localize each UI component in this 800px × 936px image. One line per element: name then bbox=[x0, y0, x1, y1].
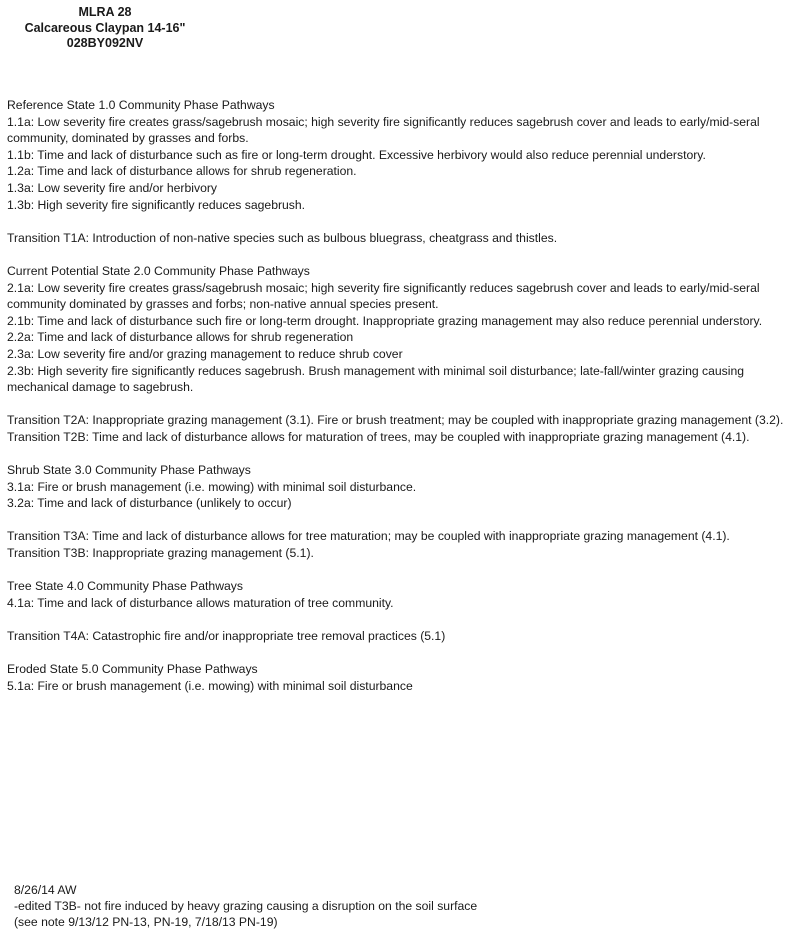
transition-t4a-section bbox=[7, 628, 792, 645]
pathway-line: 1.1a: Low severity fire creates grass/sagebrush mosaic; high severity fire significantly reduces sagebrush cover and leads to early/mid-seral community, dominated by grasses and forbs. bbox=[7, 114, 760, 146]
pathway-line: 2.1a: Low severity fire creates grass/sagebrush mosaic; high severity fire significantly reduces sagebrush cover and leads to early/mid-seral community dominated by grasses and forbs; non-native annual species present. bbox=[7, 280, 760, 312]
pathway-line: 2.3b: High severity fire significantly reduces sagebrush. Brush management with minimal soil disturbance; late-fall/winter grazing causing mechanical damage to sagebrush. bbox=[7, 363, 745, 395]
section-heading: Reference State 1.0 Community Phase Pathways bbox=[7, 98, 275, 112]
transition-t3-section bbox=[7, 528, 792, 561]
section-heading: Shrub State 3.0 Community Phase Pathways bbox=[7, 463, 251, 478]
pathway-line: 2.1b: Time and lack of disturbance such fire or long-term drought. Inappropriate grazing management may also reduce perennial understory. bbox=[7, 313, 763, 328]
tree-state-section bbox=[7, 578, 792, 611]
document-body bbox=[7, 97, 792, 711]
mlra-title: MLRA 28 bbox=[78, 5, 132, 19]
section-heading: Eroded State 5.0 Community Phase Pathways bbox=[7, 662, 258, 677]
pathway-line: 1.1b: Time and lack of disturbance such as fire or long-term drought. Excessive herbivory would also reduce perennial understory. bbox=[7, 147, 706, 162]
shrub-state-section bbox=[7, 462, 792, 512]
current-potential-state-section bbox=[7, 263, 792, 396]
transition-line: Transition T1A: Introduction of non-native species such as bulbous bluegrass, cheatgrass and thistles. bbox=[7, 230, 558, 245]
transition-line: Transition T3B: Inappropriate grazing management (5.1). bbox=[7, 546, 314, 561]
ecosite-name: Calcareous Claypan 14-16" bbox=[24, 20, 186, 35]
section-heading: Current Potential State 2.0 Community Phase Pathways bbox=[7, 263, 310, 278]
pathway-line: 1.3b: High severity fire significantly reduces sagebrush. bbox=[7, 197, 306, 212]
edit-description: -edited T3B- not fire induced by heavy grazing causing a disruption on the soil surface (see note 9/13/12 PN-13, PN-19, 7/18/13 PN-19) bbox=[14, 899, 478, 929]
eroded-state-section bbox=[7, 661, 792, 694]
pathway-line: 1.2a: Time and lack of disturbance allows for shrub regeneration. bbox=[7, 164, 357, 179]
pathway-line: 2.3a: Low severity fire and/or grazing management to reduce shrub cover bbox=[7, 346, 403, 361]
pathway-line: 4.1a: Time and lack of disturbance allows maturation of tree community. bbox=[7, 595, 394, 610]
transition-t2-section bbox=[7, 412, 792, 445]
transition-line: Transition T2B: Time and lack of disturbance allows for maturation of trees, may be coupled with inappropriate grazing management (4.1). bbox=[7, 429, 750, 444]
pathway-line: 3.1a: Fire or brush management (i.e. mowing) with minimal soil disturbance. bbox=[7, 479, 417, 494]
pathway-line: 1.3a: Low severity fire and/or herbivory bbox=[7, 180, 217, 195]
document-header bbox=[0, 5, 210, 52]
ecosite-id: 028BY092NV bbox=[66, 36, 144, 50]
transition-line: Transition T3A: Time and lack of disturbance allows for tree maturation; may be coupled with inappropriate grazing management (4.1). bbox=[7, 529, 730, 544]
transition-t1a-section bbox=[7, 230, 792, 247]
reference-state-section bbox=[7, 97, 792, 213]
edit-date: 8/26/14 AW bbox=[14, 883, 77, 897]
pathway-line: 3.2a: Time and lack of disturbance (unlikely to occur) bbox=[7, 496, 292, 511]
edit-note bbox=[14, 882, 484, 930]
pathway-line: 2.2a: Time and lack of disturbance allows for shrub regeneration bbox=[7, 330, 354, 345]
transition-line: Transition T4A: Catastrophic fire and/or inappropriate tree removal practices (5.1) bbox=[7, 629, 446, 643]
pathway-line: 5.1a: Fire or brush management (i.e. mowing) with minimal soil disturbance bbox=[7, 678, 413, 693]
section-heading: Tree State 4.0 Community Phase Pathways bbox=[7, 579, 243, 594]
transition-line: Transition T2A: Inappropriate grazing management (3.1). Fire or brush treatment; may be coupled with inappropriate grazing management (3.2). bbox=[7, 413, 784, 428]
